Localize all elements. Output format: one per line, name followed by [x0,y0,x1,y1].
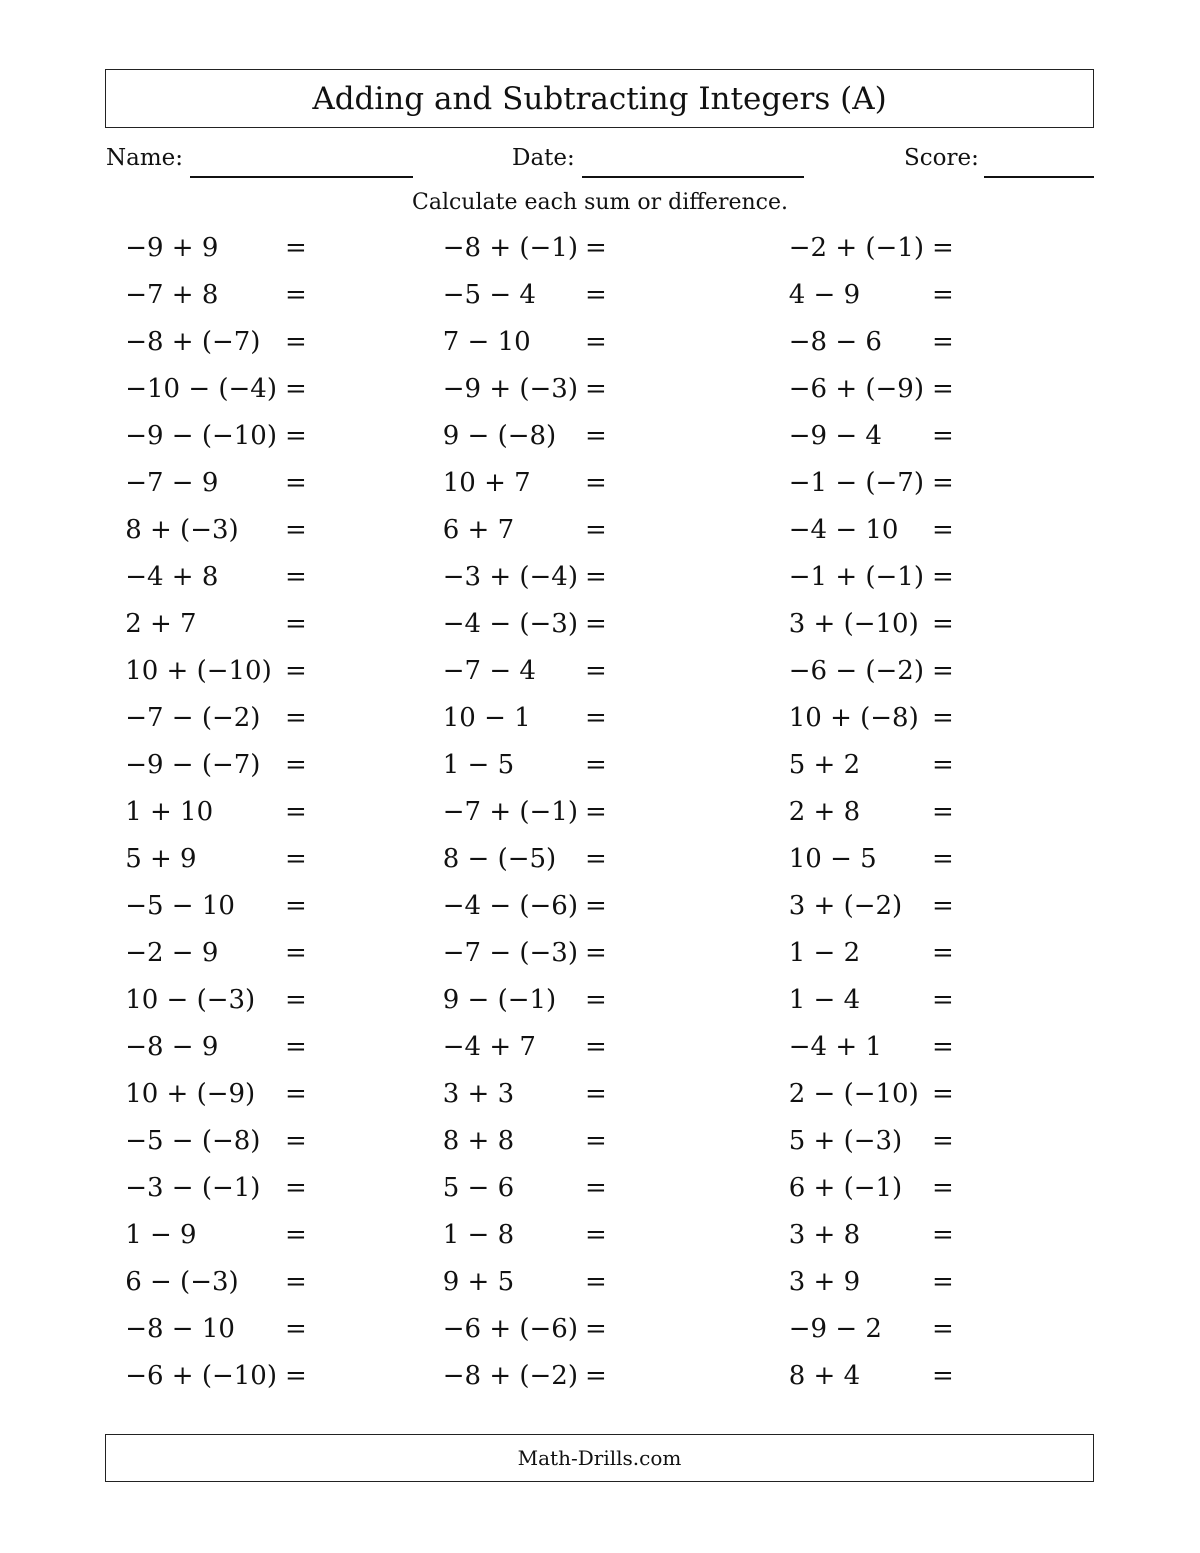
problem-expression: 10 + (−8) [788,703,919,733]
equals-sign: = [285,891,307,921]
equals-sign: = [932,1079,954,1109]
equals-sign: = [285,797,307,827]
equals-sign: = [932,515,954,545]
equals-sign: = [285,1032,307,1062]
problem-expression: 10 + (−10) [125,656,272,686]
problem-expression: 8 + 8 [442,1126,515,1156]
problem-expression: −4 − 10 [788,515,899,545]
worksheet-title: Adding and Subtracting Integers (A) [105,69,1094,128]
footer: Math-Drills.com [105,1434,1094,1482]
equals-sign: = [585,797,607,827]
equals-sign: = [585,1314,607,1344]
problem-expression: 8 + (−3) [125,515,239,545]
equals-sign: = [585,1126,607,1156]
equals-sign: = [932,703,954,733]
equals-sign: = [932,1173,954,1203]
equals-sign: = [585,327,607,357]
problem-expression: −7 + 8 [125,280,219,310]
problem-expression: −7 − (−3) [442,938,578,968]
equals-sign: = [285,515,307,545]
problem-expression: 2 − (−10) [788,1079,919,1109]
equals-sign: = [932,938,954,968]
problem-expression: −9 − 4 [788,421,882,451]
equals-sign: = [932,562,954,592]
problem-expression: 5 − 6 [442,1173,515,1203]
equals-sign: = [285,938,307,968]
date-label: Date: [512,145,575,171]
equals-sign: = [932,233,954,263]
problem-expression: 10 − (−3) [125,985,256,1015]
problem-expression: −5 − 10 [125,891,235,921]
problem-expression: 5 + 2 [788,750,861,780]
problem-expression: −6 + (−6) [442,1314,578,1344]
equals-sign: = [932,1361,954,1391]
problem-expression: −3 − (−1) [125,1173,261,1203]
problem-expression: 3 + 3 [442,1079,515,1109]
problem-expression: −1 − (−7) [788,468,924,498]
equals-sign: = [932,327,954,357]
problem-expression: 6 + (−1) [788,1173,903,1203]
equals-sign: = [285,280,307,310]
equals-sign: = [585,1032,607,1062]
equals-sign: = [285,468,307,498]
problem-expression: −7 − (−2) [125,703,261,733]
problem-expression: −8 − 9 [125,1032,219,1062]
equals-sign: = [585,421,607,451]
problem-expression: 5 + 9 [125,844,197,874]
equals-sign: = [285,562,307,592]
instructions: Calculate each sum or difference. [412,190,788,215]
problem-expression: 10 + (−9) [125,1079,256,1109]
problem-expression: −8 − 10 [125,1314,235,1344]
equals-sign: = [585,985,607,1015]
problem-expression: −4 + 1 [788,1032,882,1062]
problem-expression: 10 + 7 [442,468,531,498]
equals-sign: = [285,327,307,357]
equals-sign: = [932,797,954,827]
problem-expression: 10 − 1 [442,703,531,733]
problem-expression: 1 − 8 [442,1220,515,1250]
problem-expression: −5 − 4 [442,280,536,310]
equals-sign: = [285,233,307,263]
problem-expression: −9 − (−10) [125,421,277,451]
problem-expression: −9 − 2 [788,1314,882,1344]
equals-sign: = [932,844,954,874]
problem-expression: 3 + (−10) [788,609,919,639]
problem-expression: −4 − (−3) [442,609,578,639]
problem-expression: −2 + (−1) [788,233,924,263]
problem-expression: −6 + (−10) [125,1361,277,1391]
equals-sign: = [932,1314,954,1344]
problem-expression: −9 − (−7) [125,750,261,780]
problem-expression: 1 + 10 [125,797,214,827]
equals-sign: = [585,468,607,498]
equals-sign: = [285,421,307,451]
problem-expression: 8 + 4 [788,1361,861,1391]
problem-expression: 1 − 5 [442,750,515,780]
equals-sign: = [932,609,954,639]
problem-expression: 9 + 5 [442,1267,515,1297]
equals-sign: = [585,233,607,263]
equals-sign: = [932,750,954,780]
equals-sign: = [585,1220,607,1250]
problem-expression: 3 + 8 [788,1220,861,1250]
equals-sign: = [932,1032,954,1062]
score-label: Score: [904,145,979,171]
problem-expression: −4 + 7 [442,1032,536,1062]
equals-sign: = [932,421,954,451]
problem-expression: −6 − (−2) [788,656,924,686]
name-label: Name: [106,145,184,171]
equals-sign: = [585,656,607,686]
problem-expression: −4 − (−6) [442,891,578,921]
equals-sign: = [585,1173,607,1203]
equals-sign: = [285,985,307,1015]
equals-sign: = [932,1220,954,1250]
problem-expression: −2 − 9 [125,938,219,968]
equals-sign: = [932,985,954,1015]
equals-sign: = [285,1126,307,1156]
equals-sign: = [585,703,607,733]
equals-sign: = [585,562,607,592]
problem-expression: 8 − (−5) [442,844,557,874]
problem-expression: 2 + 7 [125,609,197,639]
equals-sign: = [285,844,307,874]
equals-sign: = [585,280,607,310]
equals-sign: = [285,374,307,404]
equals-sign: = [585,1079,607,1109]
problem-expression: −7 − 4 [442,656,536,686]
problem-expression: −7 − 9 [125,468,219,498]
equals-sign: = [932,656,954,686]
problem-expression: −10 − (−4) [125,374,277,404]
equals-sign: = [585,609,607,639]
equals-sign: = [285,1314,307,1344]
problem-expression: −5 − (−8) [125,1126,261,1156]
problem-expression: −8 + (−2) [442,1361,578,1391]
equals-sign: = [585,844,607,874]
equals-sign: = [932,374,954,404]
problem-expression: 9 − (−1) [442,985,557,1015]
equals-sign: = [285,1079,307,1109]
equals-sign: = [285,1220,307,1250]
problem-expression: −7 + (−1) [442,797,578,827]
problem-expression: −6 + (−9) [788,374,924,404]
problem-expression: −9 + (−3) [442,374,578,404]
problem-expression: 9 − (−8) [442,421,557,451]
problem-expression: 1 − 9 [125,1220,197,1250]
problem-expression: 5 + (−3) [788,1126,903,1156]
equals-sign: = [285,656,307,686]
problem-expression: 3 + (−2) [788,891,903,921]
problem-expression: −1 + (−1) [788,562,924,592]
equals-sign: = [932,280,954,310]
equals-sign: = [932,1126,954,1156]
equals-sign: = [585,515,607,545]
equals-sign: = [585,750,607,780]
problem-expression: −9 + 9 [125,233,219,263]
equals-sign: = [285,1267,307,1297]
problem-expression: −3 + (−4) [442,562,578,592]
problem-expression: 6 − (−3) [125,1267,239,1297]
equals-sign: = [585,1267,607,1297]
problem-expression: −8 + (−7) [125,327,261,357]
problem-expression: 3 + 9 [788,1267,861,1297]
equals-sign: = [285,1361,307,1391]
problem-expression: −8 + (−1) [442,233,578,263]
equals-sign: = [585,1361,607,1391]
equals-sign: = [285,609,307,639]
equals-sign: = [285,750,307,780]
problem-expression: 1 − 4 [788,985,861,1015]
problem-expression: −4 + 8 [125,562,219,592]
equals-sign: = [585,891,607,921]
equals-sign: = [932,468,954,498]
problem-expression: 1 − 2 [788,938,861,968]
problem-expression: 7 − 10 [442,327,531,357]
equals-sign: = [585,374,607,404]
equals-sign: = [932,1267,954,1297]
equals-sign: = [285,703,307,733]
problem-expression: 10 − 5 [788,844,877,874]
problem-expression: 4 − 9 [788,280,861,310]
equals-sign: = [585,938,607,968]
equals-sign: = [285,1173,307,1203]
problem-expression: 6 + 7 [442,515,515,545]
equals-sign: = [932,891,954,921]
problem-expression: −8 − 6 [788,327,882,357]
problem-expression: 2 + 8 [788,797,861,827]
